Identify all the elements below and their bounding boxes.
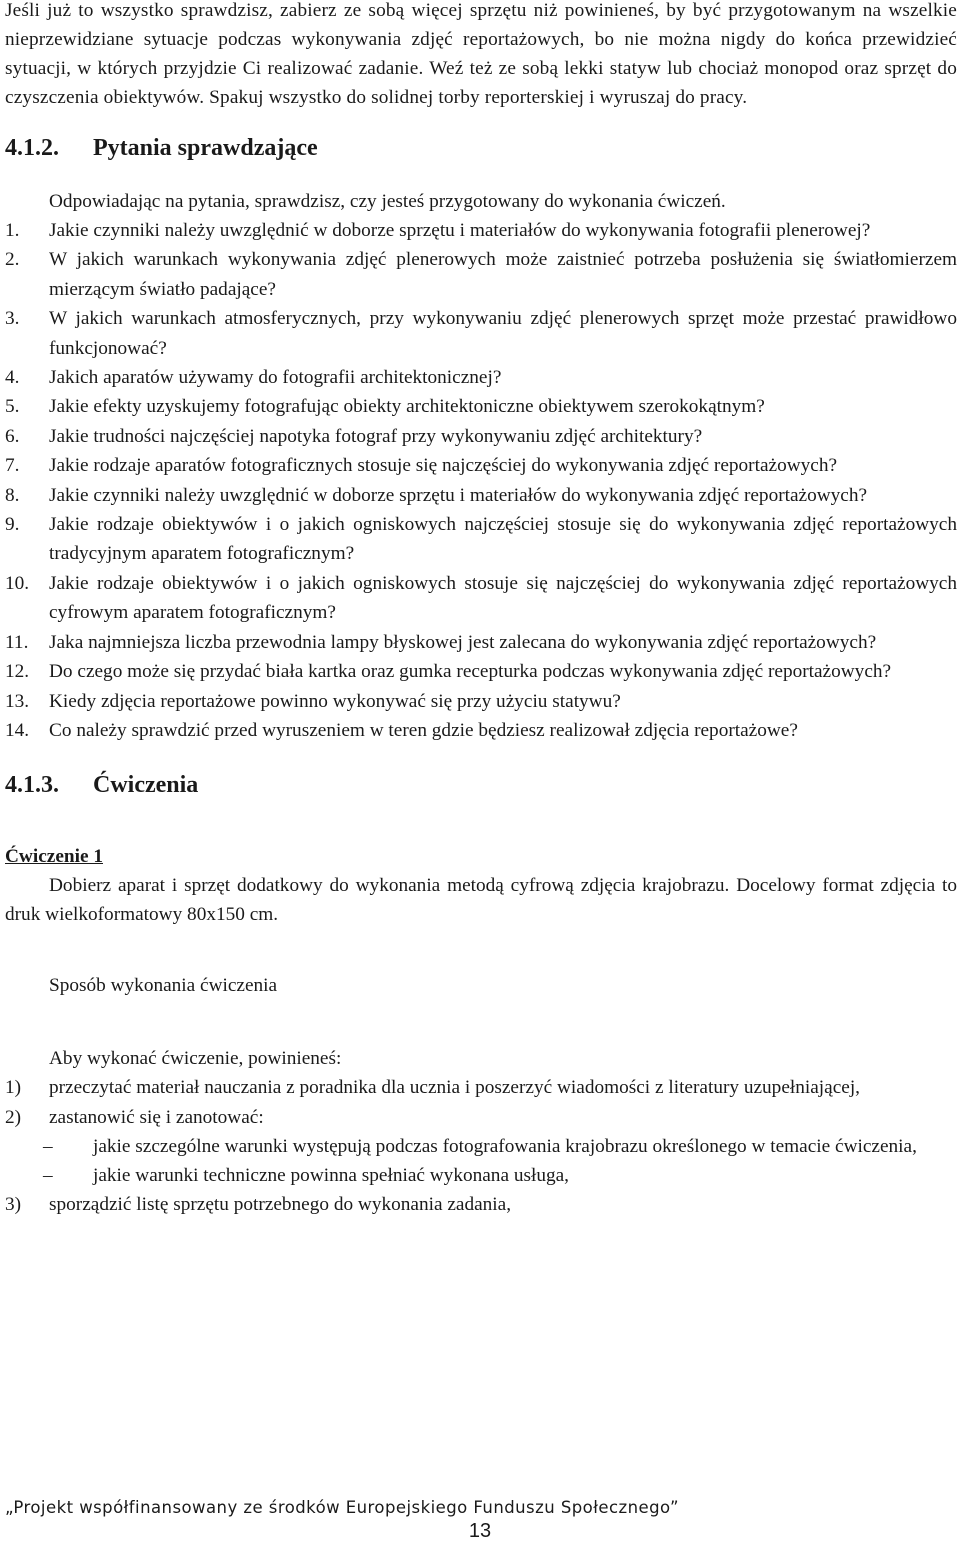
question-item bbox=[5, 363, 957, 392]
question-text: Jakie trudności najczęściej napotyka fotograf przy wykonywaniu zdjęć architektury? bbox=[49, 425, 703, 447]
questions-list bbox=[5, 216, 957, 745]
question-item bbox=[5, 216, 957, 245]
question-item bbox=[5, 245, 957, 304]
question-text: Kiedy zdjęcia reportażowe powinno wykonywać się przy użyciu statywu? bbox=[49, 690, 621, 712]
page-number: 13 bbox=[468, 1520, 492, 1542]
section-title: Pytania sprawdzające bbox=[93, 135, 318, 161]
question-text: Jakie rodzaje obiektywów i o jakich ogniskowych najczęściej stosuje się do wykonywania zdjęć reportażowych tradycyjnym aparatem fotograficznym? bbox=[49, 514, 957, 565]
section-heading-questions bbox=[5, 133, 957, 163]
sub-item bbox=[43, 1132, 957, 1161]
exercise-description: Dobierz aparat i sprzęt dodatkowy do wykonania metodą cyfrową zdjęcia krajobrazu. Docelowy format zdjęcia to druk wielkoformatowy 80x150 cm. bbox=[5, 875, 957, 926]
question-text: Jakie efekty uzyskujemy fotografując obiekty architektoniczne obiektywem szerokokątnym? bbox=[49, 396, 765, 418]
sub-item bbox=[43, 1161, 957, 1190]
question-item bbox=[5, 687, 957, 716]
step-item bbox=[5, 1103, 957, 1191]
footer-funding-note: „Projekt współfinansowany ze środków Europejskiego Funduszu Społecznego” bbox=[5, 1498, 679, 1517]
question-number: 12. bbox=[5, 661, 30, 683]
question-text: Jakie rodzaje obiektywów i o jakich ogniskowych stosuje się najczęściej do wykonywania zdjęć reportażowych cyfrowym aparatem fotograficznym? bbox=[49, 572, 957, 624]
question-item bbox=[5, 422, 957, 451]
question-item bbox=[5, 569, 957, 628]
question-number: 8. bbox=[5, 484, 20, 506]
step-text: sporządzić listę sprzętu potrzebnego do wykonania zadania, bbox=[49, 1194, 512, 1216]
section-number: 4.1.2. bbox=[5, 135, 59, 161]
question-number: 2. bbox=[5, 249, 20, 271]
question-number: 5. bbox=[5, 396, 20, 418]
step-text: przeczytać materiał nauczania z poradnika dla ucznia i poszerzyć wiadomości z literatury uzupełniającej, bbox=[49, 1077, 860, 1099]
step-number: 1) bbox=[5, 1077, 22, 1099]
question-number: 9. bbox=[5, 514, 20, 536]
question-number: 11. bbox=[5, 631, 29, 653]
question-number: 6. bbox=[5, 425, 20, 447]
question-number: 7. bbox=[5, 455, 20, 477]
section-heading-exercises bbox=[5, 770, 957, 800]
question-number: 10. bbox=[5, 572, 30, 594]
question-item bbox=[5, 510, 957, 569]
question-text: Jaka najmniejsza liczba przewodnia lampy błyskowej jest zalecana do wykonywania zdjęć reportażowych? bbox=[49, 631, 877, 653]
question-item bbox=[5, 304, 957, 363]
sub-list bbox=[43, 1132, 957, 1190]
exercise-title: Ćwiczenie 1 bbox=[5, 846, 103, 868]
page-footer bbox=[0, 1490, 960, 1545]
question-text: Jakich aparatów używamy do fotografii architektonicznej? bbox=[49, 367, 502, 389]
question-item bbox=[5, 657, 957, 686]
steps-list bbox=[5, 1073, 957, 1219]
question-text: Jakie rodzaje aparatów fotograficznych stosuje się najczęściej do wykonywania zdjęć reportażowych? bbox=[49, 455, 838, 477]
question-item bbox=[5, 481, 957, 510]
document-page bbox=[5, 0, 957, 1219]
step-number: 2) bbox=[5, 1106, 22, 1128]
section-number: 4.1.3. bbox=[5, 772, 59, 799]
step-text: zastanowić się i zanotować: bbox=[49, 1106, 264, 1128]
method-heading: Sposób wykonania ćwiczenia bbox=[49, 975, 278, 997]
step-number: 3) bbox=[5, 1194, 22, 1216]
sub-item-text: jakie warunki techniczne powinna spełniać wykonana usługa, bbox=[93, 1164, 569, 1186]
questions-lead: Odpowiadając na pytania, sprawdzisz, czy jesteś przygotowany do wykonania ćwiczeń. bbox=[49, 191, 726, 212]
question-item bbox=[5, 628, 957, 657]
question-number: 14. bbox=[5, 719, 30, 741]
question-text: Co należy sprawdzić przed wyruszeniem w teren gdzie będziesz realizował zdjęcia reportażowe? bbox=[49, 719, 798, 741]
dash-bullet: – bbox=[43, 1164, 53, 1186]
question-number: 1. bbox=[5, 220, 20, 241]
intro-paragraph: Jeśli już to wszystko sprawdzisz, zabierz ze sobą więcej sprzętu niż powinieneś, by być przygotowanym na wszelkie nieprzewidziane sytuacje podczas wykonywania zdjęć reportażowych, bo nie można nigdy do końca przewidzieć sytuacji, w których przyjdzie Ci realizować zadanie. Weź też ze sobą lekki statyw lub chociaż monopod oraz sprzęt do czyszczenia obiektywów. Spakuj wszystko do solidnej torby reporterskiej i wyruszaj do pracy. bbox=[5, 0, 957, 108]
question-text: W jakich warunkach atmosferycznych, przy wykonywaniu zdjęć plenerowych sprzęt może przestać prawidłowo funkcjonować? bbox=[49, 308, 957, 359]
question-number: 4. bbox=[5, 367, 20, 389]
question-item bbox=[5, 716, 957, 745]
dash-bullet: – bbox=[43, 1135, 53, 1157]
question-item bbox=[5, 451, 957, 480]
question-text: W jakich warunkach wykonywania zdjęć plenerowych może zaistnieć potrzeba posłużenia się światłomierzem mierzącym światło padające? bbox=[49, 249, 957, 300]
step-item bbox=[5, 1073, 957, 1102]
question-number: 3. bbox=[5, 308, 20, 330]
question-text: Jakie czynniki należy uwzględnić w doborze sprzętu i materiałów do wykonywania zdjęć reportażowych? bbox=[49, 484, 868, 506]
question-item bbox=[5, 392, 957, 421]
section-title: Ćwiczenia bbox=[93, 772, 199, 799]
question-number: 13. bbox=[5, 690, 30, 712]
requirements-heading: Aby wykonać ćwiczenie, powinieneś: bbox=[49, 1048, 342, 1070]
sub-item-text: jakie szczególne warunki występują podczas fotografowania krajobrazu określonego w temacie ćwiczenia, bbox=[93, 1135, 917, 1157]
step-item bbox=[5, 1190, 957, 1219]
question-text: Do czego może się przydać biała kartka oraz gumka recepturka podczas wykonywania zdjęć reportażowych? bbox=[49, 661, 892, 683]
question-text: Jakie czynniki należy uwzględnić w doborze sprzętu i materiałów do wykonywania fotografii plenerowej? bbox=[49, 220, 871, 241]
